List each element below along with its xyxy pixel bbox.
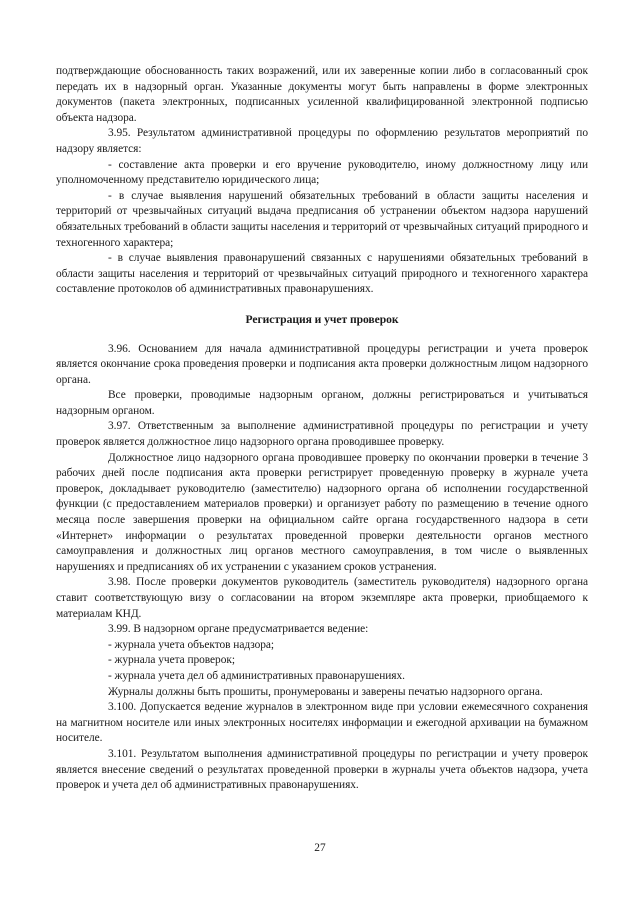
bottom-paragraphs (56, 342, 588, 794)
paragraph: Должностное лицо надзорного органа проводившее проверку по окончании проверки в течение 3 рабочих дней после подписания акта проверки регистрирует проведенную проверку в журнале учета проверок, докладывает руководителю (заместителю) надзорного органа об исполнении государственной функции (с предоставлением материалов проверки) и организует работу по размещению в течение одного месяца после завершения проверки на официальном сайте органа государственного надзора в сети «Интернет» информации о результатах проведенной проверки деятельности органов местного самоуправления и должностных лиц органов местного самоуправления, в том числе о выявленных нарушениях и предписаниях об их устранении с указанием сроков устранения. (56, 451, 588, 573)
paragraph: 3.99. В надзорном органе предусматривается ведение: (108, 623, 369, 636)
paragraph: - в случае выявления правонарушений связанных с нарушениями обязательных требований в области защиты населения и территорий от чрезвычайных ситуаций природного и техногенного характера составление протоколов об административных правонарушениях. (56, 252, 588, 296)
paragraph: - в случае выявления нарушений обязательных требований в области защиты населения и территорий от чрезвычайных ситуаций выдача предписания об устранении объектом надзора нарушений обязательных требований в области защиты населения и территорий от чрезвычайных ситуаций природного и техногенного характера; (56, 189, 588, 249)
paragraph: - журнала учета дел об административных правонарушениях. (108, 669, 405, 682)
paragraph: Все проверки, проводимые надзорным органом, должны регистрироваться и учитываться надзорным органом. (56, 389, 588, 417)
paragraph: 3.97. Ответственным за выполнение административной процедуры по регистрации и учету проверок является должностное лицо надзорного органа проводившее проверку. (56, 420, 588, 449)
paragraph: - составление акта проверки и его вручение руководителю, иному должностному лицу или уполномоченному представителю юридического лица; (56, 158, 588, 187)
paragraph: 3.100. Допускается ведение журналов в электронном виде при условии ежемесячного сохранения на магнитном носителе или иных электронных носителях информации и ежегодной архивации на бумажном носителе. (56, 701, 588, 745)
paragraph: - журнала учета проверок; (108, 654, 235, 667)
section-heading: Регистрация и учет проверок (245, 312, 399, 326)
top-paragraphs (56, 64, 588, 298)
paragraph: - журнала учета объектов надзора; (108, 638, 275, 651)
document-body (56, 64, 588, 794)
paragraph: 3.98. После проверки документов руководитель (заместитель руководителя) надзорного органа ставит соответствующую визу о согласовании на втором экземпляре акта проверки, приобщаемого к материалам КНД. (56, 576, 588, 620)
paragraph: Журналы должны быть прошиты, пронумерованы и заверены печатью надзорного органа. (108, 685, 543, 698)
paragraph: 3.101. Результатом выполнения административной процедуры по регистрации и учету проверок является внесение сведений о результатах проведенной проверки в журналы учета объектов надзора, учета проверок и учета дел об административных правонарушениях. (56, 747, 588, 792)
paragraph: 3.96. Основанием для начала административной процедуры регистрации и учета проверок является окончание срока проведения проверки и подписания акта проверки должностным лицом надзорного органа. (56, 342, 588, 386)
paragraph: 3.95. Результатом административной процедуры по оформлению результатов мероприятий по надзору является: (56, 127, 588, 155)
page-number: 27 (314, 842, 326, 854)
paragraph: подтверждающие обоснованность таких возражений, или их заверенные копии либо в согласованный срок передать их в надзорный орган. Указанные документы могут быть направлены в форме электронных документов (пакета электронных, подписанных усиленной квалифицированной электронной подписью объекта надзора. (56, 65, 588, 124)
